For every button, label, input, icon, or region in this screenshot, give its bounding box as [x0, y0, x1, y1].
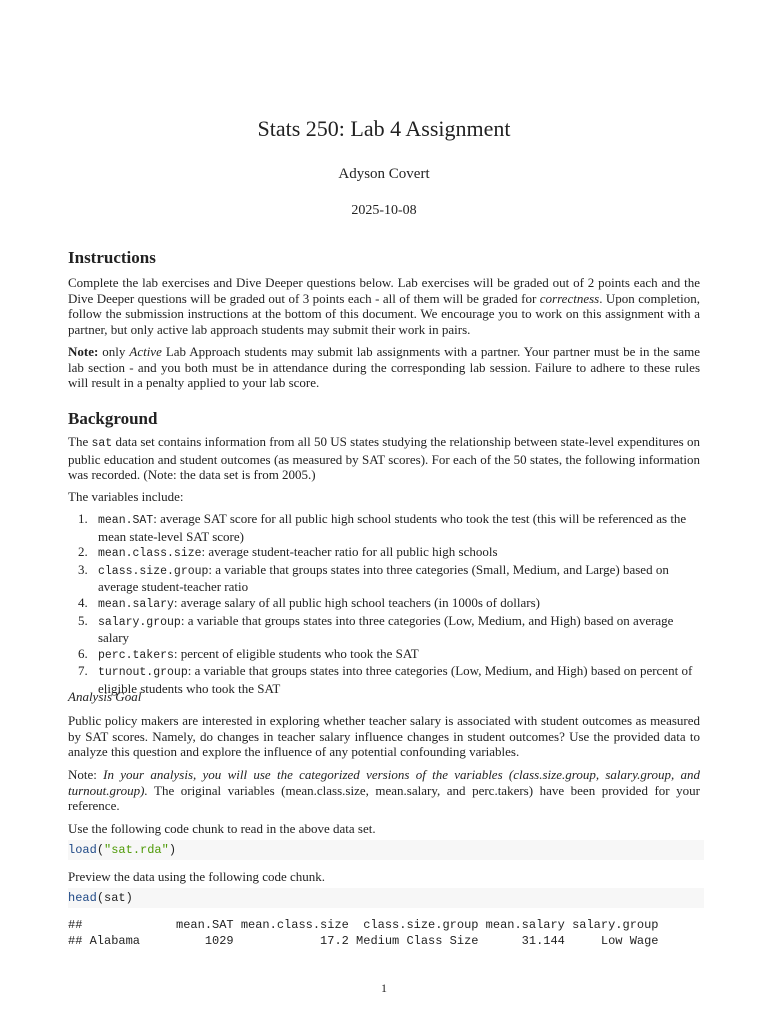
list-item	[68, 595, 700, 613]
list-item-number: 6.	[78, 645, 88, 661]
sat-code-inline: sat	[91, 437, 113, 450]
variables-list	[68, 511, 700, 697]
background-text-1: The	[68, 434, 92, 449]
load-intro: Use the following code chunk to read in the above data set.	[68, 821, 376, 836]
variables-intro: The variables include:	[68, 489, 184, 504]
list-item	[68, 646, 700, 664]
variable-description: : average student-teacher ratio for all public high schools	[201, 544, 498, 560]
variable-name: mean.salary	[98, 597, 174, 611]
variable-name: class.size.group	[98, 564, 209, 578]
note-label: Note:	[68, 344, 99, 359]
page-number: 1	[381, 981, 387, 995]
note2-paragraph	[68, 767, 700, 814]
variable-name: salary.group	[98, 615, 181, 629]
variable-description: : percent of eligible students who took the SAT	[173, 645, 419, 661]
list-item-number: 3.	[78, 561, 88, 577]
list-item	[68, 562, 700, 595]
instructions-heading: Instructions	[68, 248, 156, 267]
list-item	[68, 544, 700, 562]
instructions-emphasis: correctness	[539, 290, 600, 306]
code-paren-open: (	[96, 843, 105, 857]
list-item	[68, 511, 700, 544]
note-text-1: only	[98, 344, 130, 359]
list-item-number: 5.	[78, 612, 88, 628]
code-arguments: (sat)	[96, 891, 133, 905]
analysis-goal-heading	[68, 689, 700, 705]
variable-name: turnout.group	[98, 666, 188, 680]
instructions-paragraph	[68, 275, 700, 337]
note2-emphasis: In your analysis, you will use the categorized versions of the variables (class.size.group, salary.group, and turnout.group).	[68, 767, 700, 798]
preview-intro: Preview the data using the following code chunk.	[68, 869, 326, 884]
document-title: Stats 250: Lab 4 Assignment	[257, 116, 511, 141]
note2-text: The original variables (mean.class.size, mean.salary, and perc.takers) have been provided for your reference.	[68, 782, 700, 814]
document-author: Adyson Covert	[338, 166, 430, 182]
list-item	[68, 613, 700, 646]
background-text-2: data set contains information from all 50 US states studying the relationship between state-level expenditures on public education and student outcomes (as measured by SAT scores). For each of the 50 states, the following information was recorded. (Note: the data set is from 2005.)	[68, 434, 700, 483]
variable-description: : a variable that groups states into three categories (Small, Medium, and Large) based on average student-teacher ratio	[98, 561, 669, 595]
load-code-chunk[interactable]	[68, 840, 704, 860]
background-paragraph	[68, 434, 700, 483]
background-heading: Background	[68, 409, 158, 428]
code-string: "sat.rda"	[104, 843, 169, 857]
head-code-chunk[interactable]	[68, 888, 704, 908]
instructions-text-2: . Upon completion, follow the submission instructions at the bottom of this document. We encourage you to work on this assignment with a partner, but only active lab approach students may submit their work in pairs.	[68, 290, 700, 337]
output-data-row: ## Alabama 1029 17.2 Medium Class Size 31.144 Low Wage	[68, 934, 659, 948]
variable-description: : average salary of all public high school teachers (in 1000s of dollars)	[173, 594, 540, 610]
list-item-number: 2.	[78, 544, 88, 560]
instructions-text-1: Complete the lab exercises and Dive Deeper questions below. Lab exercises will be graded out of 2 points each and the Dive Deeper questions will be graded out of 3 points each - all of them will be graded for	[68, 275, 700, 306]
note-emphasis: Active	[129, 344, 162, 359]
list-item-number: 4.	[78, 594, 88, 610]
code-function: head	[68, 891, 97, 905]
code-function: load	[68, 843, 97, 857]
note-paragraph	[68, 344, 700, 391]
variable-name: mean.class.size	[98, 547, 202, 561]
list-item-number: 7.	[78, 663, 88, 679]
note-text-2: Lab Approach students may submit lab assignments with a partner. Your partner must be in the same lab section - and you both must be in attendance during the corresponding lab session. Failure to adhere to these rules will result in a penalty applied to your lab score.	[68, 344, 700, 391]
code-paren-close: )	[168, 843, 177, 857]
document-date: 2025-10-08	[351, 203, 417, 218]
variable-description: : a variable that groups states into three categories (Low, Medium, and High) based on average salary	[98, 612, 674, 646]
analysis-goal-paragraph: Public policy makers are interested in exploring whether teacher salary is associated with student outcomes as measured by SAT scores. Namely, do changes in teacher salary influence changes in student outcomes? Use the provided data to analyze this question and explore the influence of any potential confounding variables.	[68, 713, 700, 760]
list-item-number: 1.	[78, 511, 88, 526]
variable-description: : average SAT score for all public high school students who took the test (this will be referenced as the mean state-level SAT score)	[98, 511, 687, 544]
variable-name: mean.SAT	[98, 514, 154, 527]
variable-name: perc.takers	[98, 648, 174, 662]
analysis-goal-label: Analysis Goal	[68, 689, 142, 704]
document-page	[68, 0, 700, 1024]
note2-label: Note:	[68, 767, 104, 782]
output-header-row: ## mean.SAT mean.class.size class.size.group mean.salary salary.group	[68, 918, 659, 932]
variable-description: : a variable that groups states into three categories (Low, Medium, and High) based on percent of eligible students who took the SAT	[98, 663, 693, 696]
